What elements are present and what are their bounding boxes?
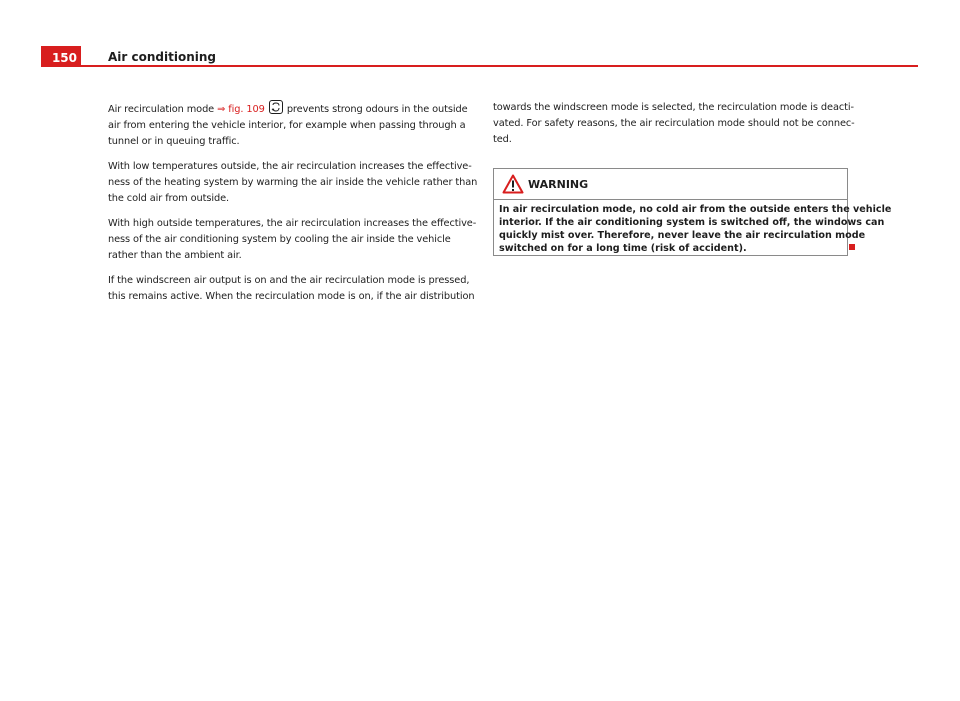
continued-line-3: ted. — [493, 134, 512, 145]
header-rule — [41, 65, 918, 67]
paragraph-low-temperatures — [108, 159, 480, 207]
warning-title: WARNING — [528, 178, 589, 191]
section-title: Air conditioning — [108, 50, 216, 64]
low-temp-line-1: With low temperatures outside, the air recirculation increases the effective- — [108, 161, 472, 172]
windscreen-line-2: this remains active. When the recirculation mode is on, if the air distribution — [108, 291, 475, 302]
warning-line-2: interior. If the air conditioning system is switched off, the windows can — [499, 217, 885, 228]
warning-header — [494, 169, 847, 200]
left-column — [108, 100, 480, 314]
right-column — [493, 100, 855, 157]
paragraph-high-temperatures — [108, 216, 480, 264]
end-square-icon — [849, 244, 855, 250]
continued-line-2: vated. For safety reasons, the air recirculation mode should not be connec- — [493, 118, 855, 129]
intro-tail-text: prevents strong odours in the outside — [286, 104, 468, 115]
low-temp-line-3: the cold air from outside. — [108, 193, 230, 204]
intro-lead-text: Air recirculation mode — [108, 104, 218, 115]
high-temp-line-1: With high outside temperatures, the air recirculation increases the effective- — [108, 218, 477, 229]
low-temp-line-2: ness of the heating system by warming the air inside the vehicle rather than — [108, 177, 478, 188]
warning-body — [499, 203, 892, 255]
continued-line-1: towards the windscreen mode is selected, the recirculation mode is deacti- — [493, 102, 854, 113]
warning-line-1: In air recirculation mode, no cold air from the outside enters the vehicle — [499, 204, 892, 215]
warning-line-4: switched on for a long time (risk of accident). — [499, 243, 747, 254]
intro-line-3: tunnel or in queuing traffic. — [108, 136, 240, 147]
page-number: 150 — [41, 46, 81, 67]
warning-box — [493, 168, 892, 256]
windscreen-line-1: If the windscreen air output is on and the air recirculation mode is pressed, — [108, 275, 470, 286]
air-recirculation-icon — [269, 100, 283, 114]
high-temp-line-2: ness of the air conditioning system by cooling the air inside the vehicle — [108, 234, 451, 245]
figure-reference-link[interactable]: ⇒ fig. 109 — [217, 104, 265, 115]
paragraph-windscreen-continued — [493, 100, 855, 148]
warning-triangle-icon — [502, 174, 524, 198]
high-temp-line-3: rather than the ambient air. — [108, 250, 242, 261]
warning-line-3: quickly mist over. Therefore, never leave the air recirculation mode — [499, 230, 866, 241]
page-header — [41, 46, 918, 67]
intro-line-2: air from entering the vehicle interior, for example when passing through a — [108, 120, 466, 131]
paragraph-windscreen — [108, 273, 480, 305]
paragraph-recirculation-intro — [108, 100, 480, 150]
